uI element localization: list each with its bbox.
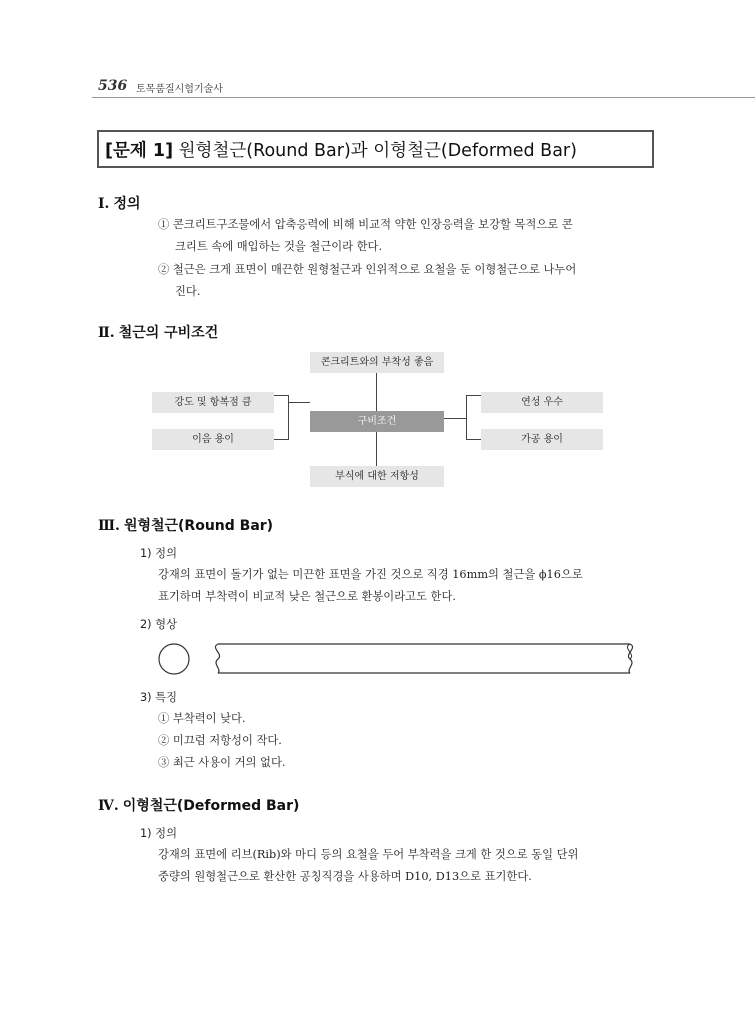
diagram-box-right-top: 연성 우수: [481, 392, 603, 413]
problem-tag: [문제 1]: [105, 141, 174, 161]
problem-title-text: 원형철근(Round Bar)과 이형철근(Deformed Bar): [178, 141, 577, 161]
round-bar-feature-1: ① 부착력이 낮다.: [158, 712, 246, 725]
section-2-heading: [98, 322, 218, 342]
diagram-box-center: 구비조건: [310, 411, 444, 432]
connector-right-bottom-tick: [466, 439, 481, 440]
connector-right-stem: [444, 418, 466, 419]
page-number: 536: [98, 78, 128, 94]
definition-item-2: [158, 259, 576, 303]
diagram-box-right-bottom: 가공 용이: [481, 429, 603, 450]
deformed-bar-definition-line-2: 중량의 원형철근으로 환산한 공칭직경을 사용하며 D10, D13으로 표기한다.: [158, 870, 532, 883]
section-1-number: Ⅰ.: [98, 196, 110, 212]
round-bar-cross-section: [159, 644, 189, 674]
diagram-box-bottom: 부식에 대한 저항성: [310, 466, 444, 487]
connector-left-vertical: [288, 395, 289, 439]
deformed-bar-definition: [158, 844, 578, 888]
section-3-title: 원형철근(Round Bar): [123, 518, 274, 534]
section-1-heading: [98, 193, 141, 213]
connector-left-stem: [288, 402, 310, 403]
section-4-title: 이형철근(Deformed Bar): [122, 798, 300, 814]
deformed-bar-definition-line-1: 강재의 표면에 리브(Rib)와 마디 등의 요철을 두어 부착력을 크게 한 것으로 동일 단위: [158, 848, 579, 861]
section-3-heading: [98, 515, 273, 535]
definition-item-2-line-1: ② 철근은 크게 표면이 매끈한 원형철근과 인위적으로 요철을 둔 이형철근으로 나누어: [158, 263, 577, 276]
deformed-bar-definition-label: 1) 정의: [140, 827, 178, 840]
definition-item-2-line-2: 진다.: [175, 285, 201, 298]
section-2-title: 철근의 구비조건: [118, 325, 219, 341]
round-bar-side-view: [215, 644, 632, 673]
connector-top: [376, 373, 377, 411]
section-4-heading: [98, 795, 299, 815]
round-bar-shape-figure: [150, 638, 650, 680]
problem-title: [105, 137, 577, 162]
connector-left-top-tick: [274, 395, 289, 396]
round-bar-definition: [158, 564, 583, 608]
definition-item-1: [158, 214, 573, 258]
diagram-box-left-top: 강도 및 항복점 큼: [152, 392, 274, 413]
header-rule: [92, 97, 755, 98]
connector-right-top-tick: [466, 395, 481, 396]
diagram-box-left-bottom: 이음 용이: [152, 429, 274, 450]
connector-left-bottom-tick: [274, 439, 289, 440]
problem-title-box: [97, 130, 654, 168]
section-2-number: Ⅱ.: [98, 325, 115, 341]
section-1-title: 정의: [113, 196, 141, 212]
running-header: [98, 78, 755, 98]
connector-right-vertical: [466, 395, 467, 439]
requirements-diagram: [150, 352, 604, 488]
round-bar-shape-label: 2) 형상: [140, 618, 178, 631]
diagram-box-top: 콘크리트와의 부착성 좋음: [310, 352, 444, 373]
connector-bottom: [376, 432, 377, 468]
round-bar-feature-2: ② 미끄럼 저항성이 작다.: [158, 734, 282, 747]
round-bar-feature-3: ③ 최근 사용이 거의 없다.: [158, 756, 286, 769]
definition-item-1-line-2: 크리트 속에 매입하는 것을 철근이라 한다.: [175, 240, 383, 253]
section-4-number: Ⅳ.: [98, 798, 119, 814]
round-bar-definition-line-2: 표기하며 부착력이 비교적 낮은 철근으로 환봉이라고도 한다.: [158, 590, 456, 603]
book-title: 토목품질시험기술사: [136, 84, 223, 95]
section-3-number: Ⅲ.: [98, 518, 120, 534]
round-bar-features: [158, 708, 285, 774]
round-bar-definition-label: 1) 정의: [140, 547, 178, 560]
definition-item-1-line-1: ① 콘크리트구조물에서 압축응력에 비해 비교적 약한 인장응력을 보강할 목적으로 콘: [158, 218, 573, 231]
round-bar-definition-line-1: 강재의 표면이 돌기가 없는 미끈한 표면을 가진 것으로 직경 16mm의 철근을 ϕ16으로: [158, 568, 583, 581]
round-bar-features-label: 3) 특징: [140, 691, 178, 704]
